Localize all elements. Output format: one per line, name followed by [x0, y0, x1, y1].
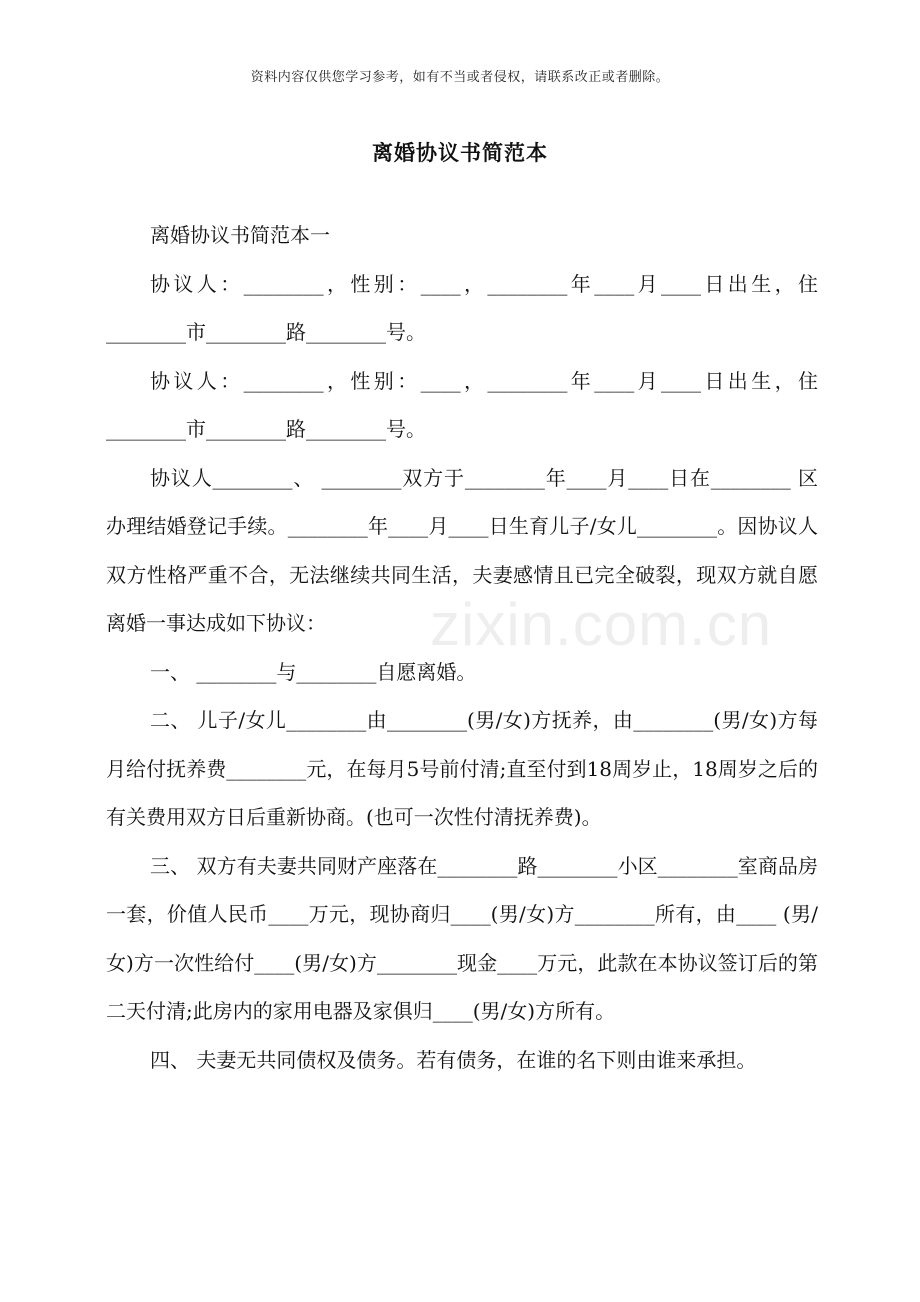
paragraph-party-1: 协议人：________，性别：____，________年____月____日出生，住________市________路________号。 — [106, 271, 818, 344]
paragraph-marriage-info: 协议人________、 ________双方于________年____月____日在________ 区办理结婚登记手续。________年____月____日生育儿子/女儿________。因协议人双方性格严重不合，无法继续共同生活，夫妻感情且已完全破裂，现双方就自愿离婚一事达成如下协议： — [106, 465, 818, 635]
paragraph-clause-1: 一、 ________与________自愿离婚。 — [150, 659, 477, 684]
document-title: 离婚协议书简范本 — [372, 140, 548, 165]
watermark-logo: zixin.com.cn — [430, 591, 773, 658]
paragraph-clause-2: 二、 儿子/女儿________由________(男/女)方抚养，由________(男/女)方每月给付抚养费________元，在每月5号前付清;直至付到18周岁止，18周岁之后的有关费用双方日后重新协商。(也可一次性付清抚养费)。 — [106, 708, 818, 829]
disclaimer-header: 资料内容仅供您学习参考，如有不当或者侵权，请联系改正或者删除。 — [250, 70, 670, 85]
document-body — [106, 211, 818, 1084]
paragraph-clause-3: 三、 双方有夫妻共同财产座落在________路________小区________室商品房一套，价值人民币____万元，现协商归____(男/女)方________所有，由____ (男/女)方一次性给付____(男/女)方________现金____万元，此款在本协议签订后的第二天付清;此房内的家用电器及家俱归____(男/女)方所有。 — [106, 853, 818, 1023]
paragraph-clause-4: 四、 夫妻无共同债权及债务。若有债务，在谁的名下则由谁来承担。 — [150, 1047, 757, 1072]
paragraph-subtitle: 离婚协议书简范本一 — [150, 223, 330, 247]
paragraph-party-2: 协议人：________，性别：____，________年____月____日出生，住________市________路________号。 — [106, 368, 818, 441]
